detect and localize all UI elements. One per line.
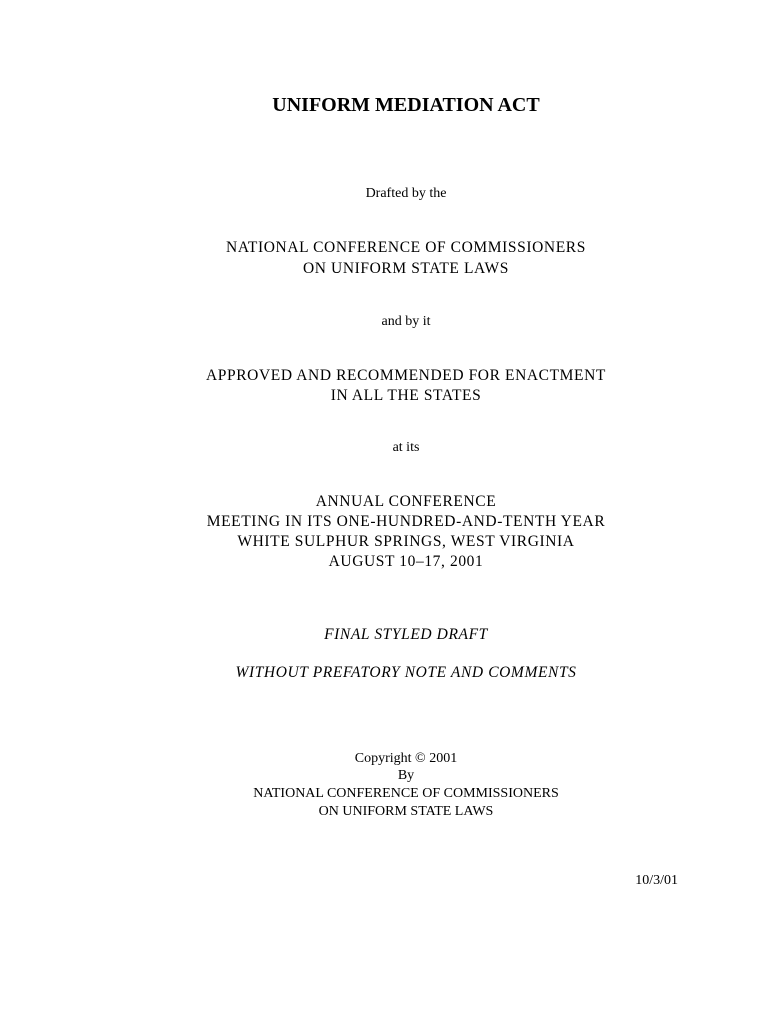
approval-line-2: IN ALL THE STATES <box>330 387 482 404</box>
draft-note: WITHOUT PREFATORY NOTE AND COMMENTS <box>235 664 577 681</box>
organization-line-2: ON UNIFORM STATE LAWS <box>302 260 510 277</box>
copyright-text: Copyright © 2001 <box>354 751 458 766</box>
copyright-by-text: By <box>397 768 415 783</box>
conference-line-2: MEETING IN ITS ONE-HUNDRED-AND-TENTH YEAR <box>206 513 606 530</box>
organization-line-1: NATIONAL CONFERENCE OF COMMISSIONERS <box>226 239 586 256</box>
at-its-text: at its <box>392 440 420 455</box>
draft-status: FINAL STYLED DRAFT <box>324 626 488 643</box>
drafted-by-text: Drafted by the <box>365 186 447 201</box>
conference-line-1: ANNUAL CONFERENCE <box>315 493 497 510</box>
document-title: UNIFORM MEDIATION ACT <box>272 94 540 116</box>
approval-line-1: APPROVED AND RECOMMENDED FOR ENACTMENT <box>206 367 606 384</box>
copyright-organization-line-2: ON UNIFORM STATE LAWS <box>318 804 494 819</box>
conference-line-4: AUGUST 10–17, 2001 <box>328 553 484 570</box>
conference-line-3: WHITE SULPHUR SPRINGS, WEST VIRGINIA <box>237 533 575 550</box>
copyright-organization-line-1: NATIONAL CONFERENCE OF COMMISSIONERS <box>253 786 559 801</box>
document-date: 10/3/01 <box>635 873 678 888</box>
and-by-it-text: and by it <box>381 314 431 329</box>
